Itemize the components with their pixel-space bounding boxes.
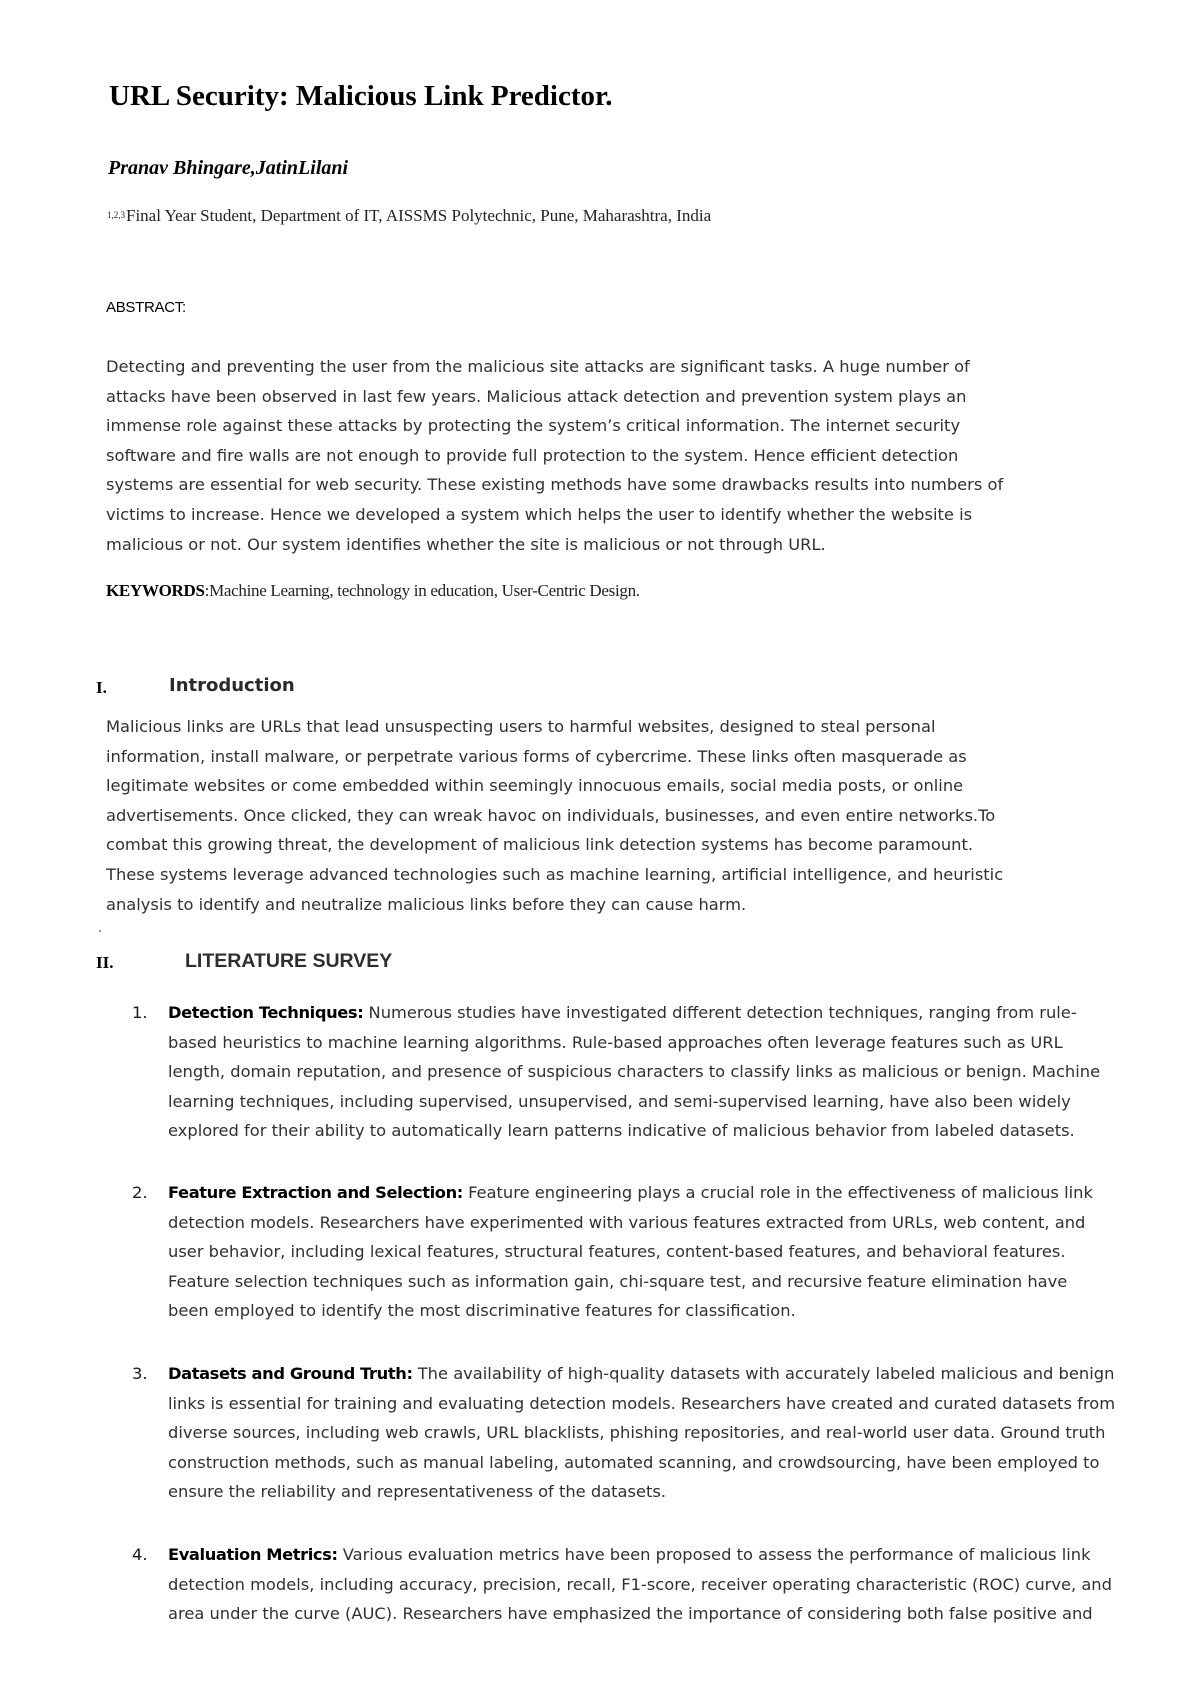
keywords-line [106, 581, 640, 601]
list-item-line: based heuristics to machine learning algorithms. Rule-based approaches often leverage features such as URL [168, 1032, 1063, 1052]
list-item-line: been employed to identify the most discriminative features for classification. [168, 1301, 796, 1321]
paper-authors: Pranav Bhingare,JatinLilani [108, 157, 349, 179]
abstract-line: software and fire walls are not enough to provide full protection to the system. Hence efficient detection [106, 445, 959, 465]
intro-line: legitimate websites or come embedded within seemingly innocuous emails, social media posts, or online [106, 776, 964, 796]
list-item-line: The availability of high-quality datasets with accurately labeled malicious and benign [412, 1364, 1115, 1383]
stray-dot [99, 930, 101, 932]
abstract-line: Detecting and preventing the user from the malicious site attacks are significant tasks. A huge number of [106, 357, 970, 376]
intro-body [106, 712, 1106, 919]
list-item-evaluation-metrics [132, 1540, 1198, 1629]
list-item-number: 2. [132, 1183, 148, 1202]
list-item-feature-extraction [132, 1178, 1198, 1326]
keywords-text: :Machine Learning, technology in education, User-Centric Design. [204, 581, 640, 600]
intro-line: These systems leverage advanced technologies such as machine learning, artificial intelligence, and heuristic [106, 864, 1004, 884]
list-item-label: Feature Extraction and Selection: [168, 1183, 463, 1202]
intro-line: combat this growing threat, the development of malicious link detection systems has become paramount. [106, 835, 974, 855]
list-item-line: Feature selection techniques such as information gain, chi-square test, and recursive feature elimination have [168, 1271, 1068, 1291]
list-item-line: construction methods, such as manual labeling, automated scanning, and crowdsourcing, have been employed to [168, 1452, 1100, 1472]
list-item-line: Various evaluation metrics have been proposed to assess the performance of malicious link [337, 1545, 1091, 1564]
list-item-line: Numerous studies have investigated different detection techniques, ranging from rule- [363, 1003, 1077, 1022]
list-item-number: 4. [132, 1545, 148, 1564]
list-item-text [168, 998, 1198, 1146]
abstract-line: immense role against these attacks by protecting the system’s critical information. The internet security [106, 416, 961, 436]
list-item-line: Feature engineering plays a crucial role in the effectiveness of malicious link [462, 1183, 1093, 1202]
list-item-line: ensure the reliability and representativeness of the datasets. [168, 1482, 667, 1502]
list-item-text [168, 1540, 1198, 1629]
list-item-text [168, 1178, 1198, 1326]
abstract-line: attacks have been observed in last few years. Malicious attack detection and prevention system plays an [106, 386, 967, 406]
intro-line: analysis to identify and neutralize malicious links before they can cause harm. [106, 894, 747, 914]
list-item-label: Detection Techniques: [168, 1003, 364, 1022]
abstract-line: systems are essential for web security. These existing methods have some drawbacks results into numbers of [106, 475, 1004, 495]
paper-title: URL Security: Malicious Link Predictor. [109, 80, 613, 112]
author-affiliation [107, 206, 711, 226]
list-item-line: detection models, including accuracy, precision, recall, F1-score, receiver operating characteristic (ROC) curve, and [168, 1574, 1112, 1594]
intro-line: Malicious links are URLs that lead unsuspecting users to harmful websites, designed to steal personal [106, 717, 936, 736]
section-title-intro: Introduction [169, 675, 295, 696]
intro-line: information, install malware, or perpetrate various forms of cybercrime. These links often masquerade as [106, 746, 967, 766]
section-number-intro: I. [96, 678, 107, 697]
list-item-line: length, domain reputation, and presence of suspicious characters to classify links as malicious or benign. Machine [168, 1062, 1101, 1082]
list-item-text [168, 1359, 1198, 1507]
list-item-line: diverse sources, including web crawls, URL blacklists, phishing repositories, and real-world user data. Ground truth [168, 1423, 1106, 1443]
list-item-line: user behavior, including lexical features, structural features, content-based features, and behavioral features. [168, 1242, 1066, 1262]
abstract-body [106, 352, 1106, 559]
intro-line: advertisements. Once clicked, they can wreak havoc on individuals, businesses, and even entire networks.To [106, 805, 996, 825]
list-item-datasets [132, 1359, 1198, 1507]
affiliation-text: Final Year Student, Department of IT, AISSMS Polytechnic, Pune, Maharashtra, India [126, 206, 712, 225]
list-item-label: Evaluation Metrics: [168, 1545, 338, 1564]
list-item-line: detection models. Researchers have experimented with various features extracted from URLs, web content, and [168, 1212, 1086, 1232]
section-title-literature: LITERATURE SURVEY [185, 950, 393, 972]
keywords-label: KEYWORDS [106, 581, 205, 600]
section-number-literature: II. [96, 953, 114, 972]
abstract-line: malicious or not. Our system identifies whether the site is malicious or not through URL. [106, 534, 826, 554]
list-item-line: area under the curve (AUC). Researchers have emphasized the importance of considering both false positive and [168, 1604, 1093, 1624]
list-item-number: 1. [132, 1003, 148, 1022]
list-item-number: 3. [132, 1364, 148, 1383]
list-item-line: explored for their ability to automatically learn patterns indicative of malicious behavior from labeled datasets. [168, 1121, 1075, 1141]
abstract-line: victims to increase. Hence we developed a system which helps the user to identify whether the website is [106, 504, 973, 524]
list-item-detection-techniques [132, 998, 1198, 1146]
affiliation-superscript: 1,2,3 [107, 210, 125, 220]
list-item-line: links is essential for training and evaluating detection models. Researchers have created and curated datasets from [168, 1393, 1116, 1413]
abstract-heading: ABSTRACT: [106, 299, 186, 316]
list-item-line: learning techniques, including supervised, unsupervised, and semi-supervised learning, have also been widely [168, 1091, 1071, 1111]
list-item-label: Datasets and Ground Truth: [168, 1364, 413, 1383]
